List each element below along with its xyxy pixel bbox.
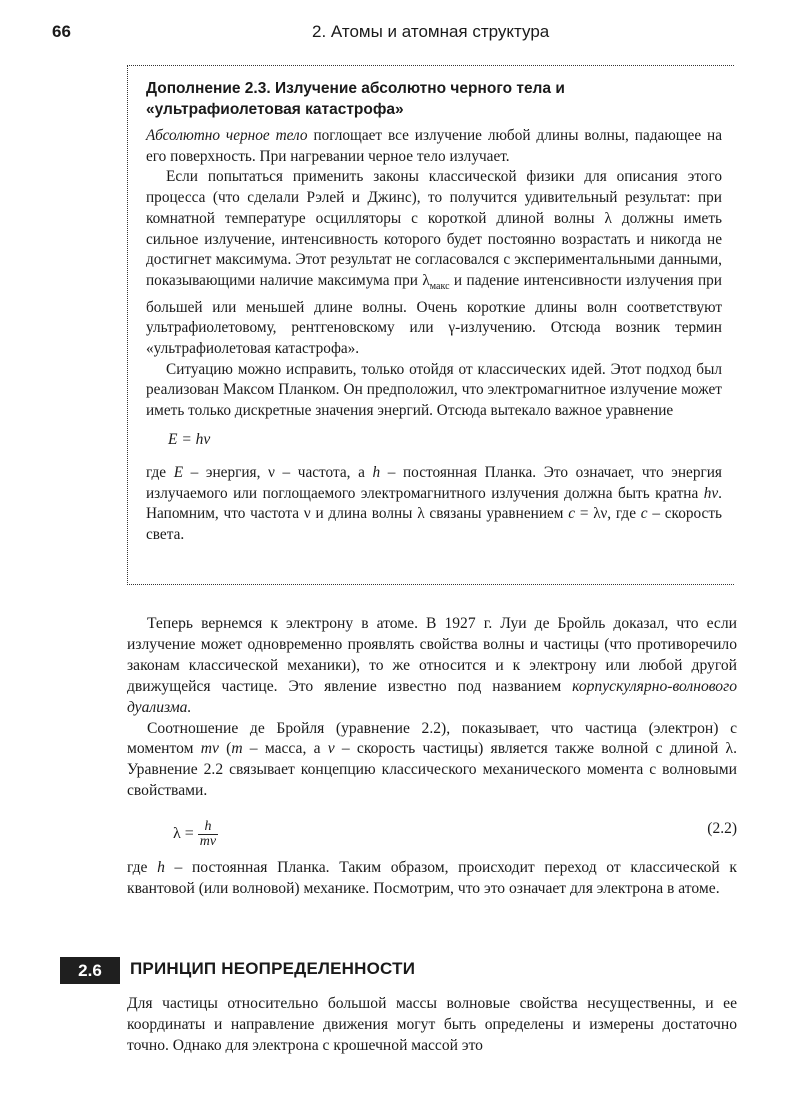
body-paragraph-2: Соотношение де Бройля (уравнение 2.2), показывает, что частица (электрон) с моментом mv (m – масса, а v – скорость частицы) является также волной с длиной λ. Уравнение 2.2 связывает концепцию классического механического момента с волновыми свойствами. [127, 719, 737, 800]
section-body [127, 994, 737, 1057]
page-header [0, 22, 794, 46]
page-number: 66 [52, 22, 71, 41]
supplement-paragraph-1: Абсолютно черное тело поглощает все излучение любой длины волны, падающее на его поверхность. При нагревании черное тело излучает. [146, 127, 722, 165]
main-text [127, 614, 737, 900]
section-heading [60, 957, 740, 985]
supplement-title: Дополнение 2.3. Излучение абсолютно черного тела и «ультрафиолетовая катастрофа» [146, 80, 565, 118]
fraction-denominator: mv [199, 834, 217, 850]
supplement-paragraph-2: Если попытаться применить законы классической физики для описания этого процесса (что сделали Рэлей и Джинс), то получится удивительный результат: при комнатной температуре осцилляторы с короткой длиной волны λ должны иметь сильное излучение, интенсивность которого будет постоянно возрастать и никогда не достигнет максимума. Этот результат не согласовался с экспериментальными данными, показывающими наличие максимума при $\lambda_{макс}$ и падение интенсивности излучения при большей или меньшей длине волны. Очень короткие длины волн соответствуют ультрафиолетовому, рентгеновскому или γ-излучению. Отсюда возник термин «ультрафиолетовая катастрофа». [146, 168, 722, 358]
supplement-box [127, 65, 734, 585]
equation-number: (2.2) [707, 820, 737, 838]
section-number-badge: 2.6 [60, 957, 120, 984]
supplement-paragraph-3: Ситуацию можно исправить, только отойдя от классических идей. Этот подход был реализован Максом Планком. Он предположил, что электромагнитное излучение может иметь только дискретные значения энергий. Отсюда вытекало важное уравнение [146, 360, 722, 420]
body-paragraph-3: где h – постоянная Планка. Таким образом, происходит переход от классической к квантовой (или волновой) механике. Посмотрим, что это означает для электрона в атоме. [127, 859, 737, 898]
equation-body: λ = $\frac{h}{mv}$ [173, 819, 217, 850]
equation-fraction [198, 820, 218, 849]
section-paragraph-1: Для частицы относительно большой массы волновые свойства несущественны, и ее координаты и направление движения могут быть определены и измерены достаточно точно. Однако для электрона с крошечной массой это [127, 995, 737, 1054]
section-title: ПРИНЦИП НЕОПРЕДЕЛЕННОСТИ [130, 959, 416, 978]
body-paragraph-1: Теперь вернемся к электрону в атоме. В 1927 г. Луи де Бройль доказал, что если излучение может одновременно проявлять свойства волны и частицы (что противоречило законам классической механики), то же относится и к электрону или любой другой движущейся частице. Это явление известно под названием корпускулярно-волнового дуализма. [127, 615, 737, 716]
planck-formula: E = hν [168, 430, 211, 448]
fraction-numerator: h [204, 819, 212, 835]
supplement-paragraph-4: где E – энергия, ν – частота, а h – постоянная Планка. Это означает, что энергия излучаемого или поглощаемого электромагнитного излучения должна быть кратна hν. Напомним, что частота ν и длина волны λ связаны уравнением c = λν, где c – скорость света. [146, 463, 722, 543]
equation-2-2 [127, 808, 737, 852]
running-title: 2. Атомы и атомная структура [312, 22, 550, 41]
